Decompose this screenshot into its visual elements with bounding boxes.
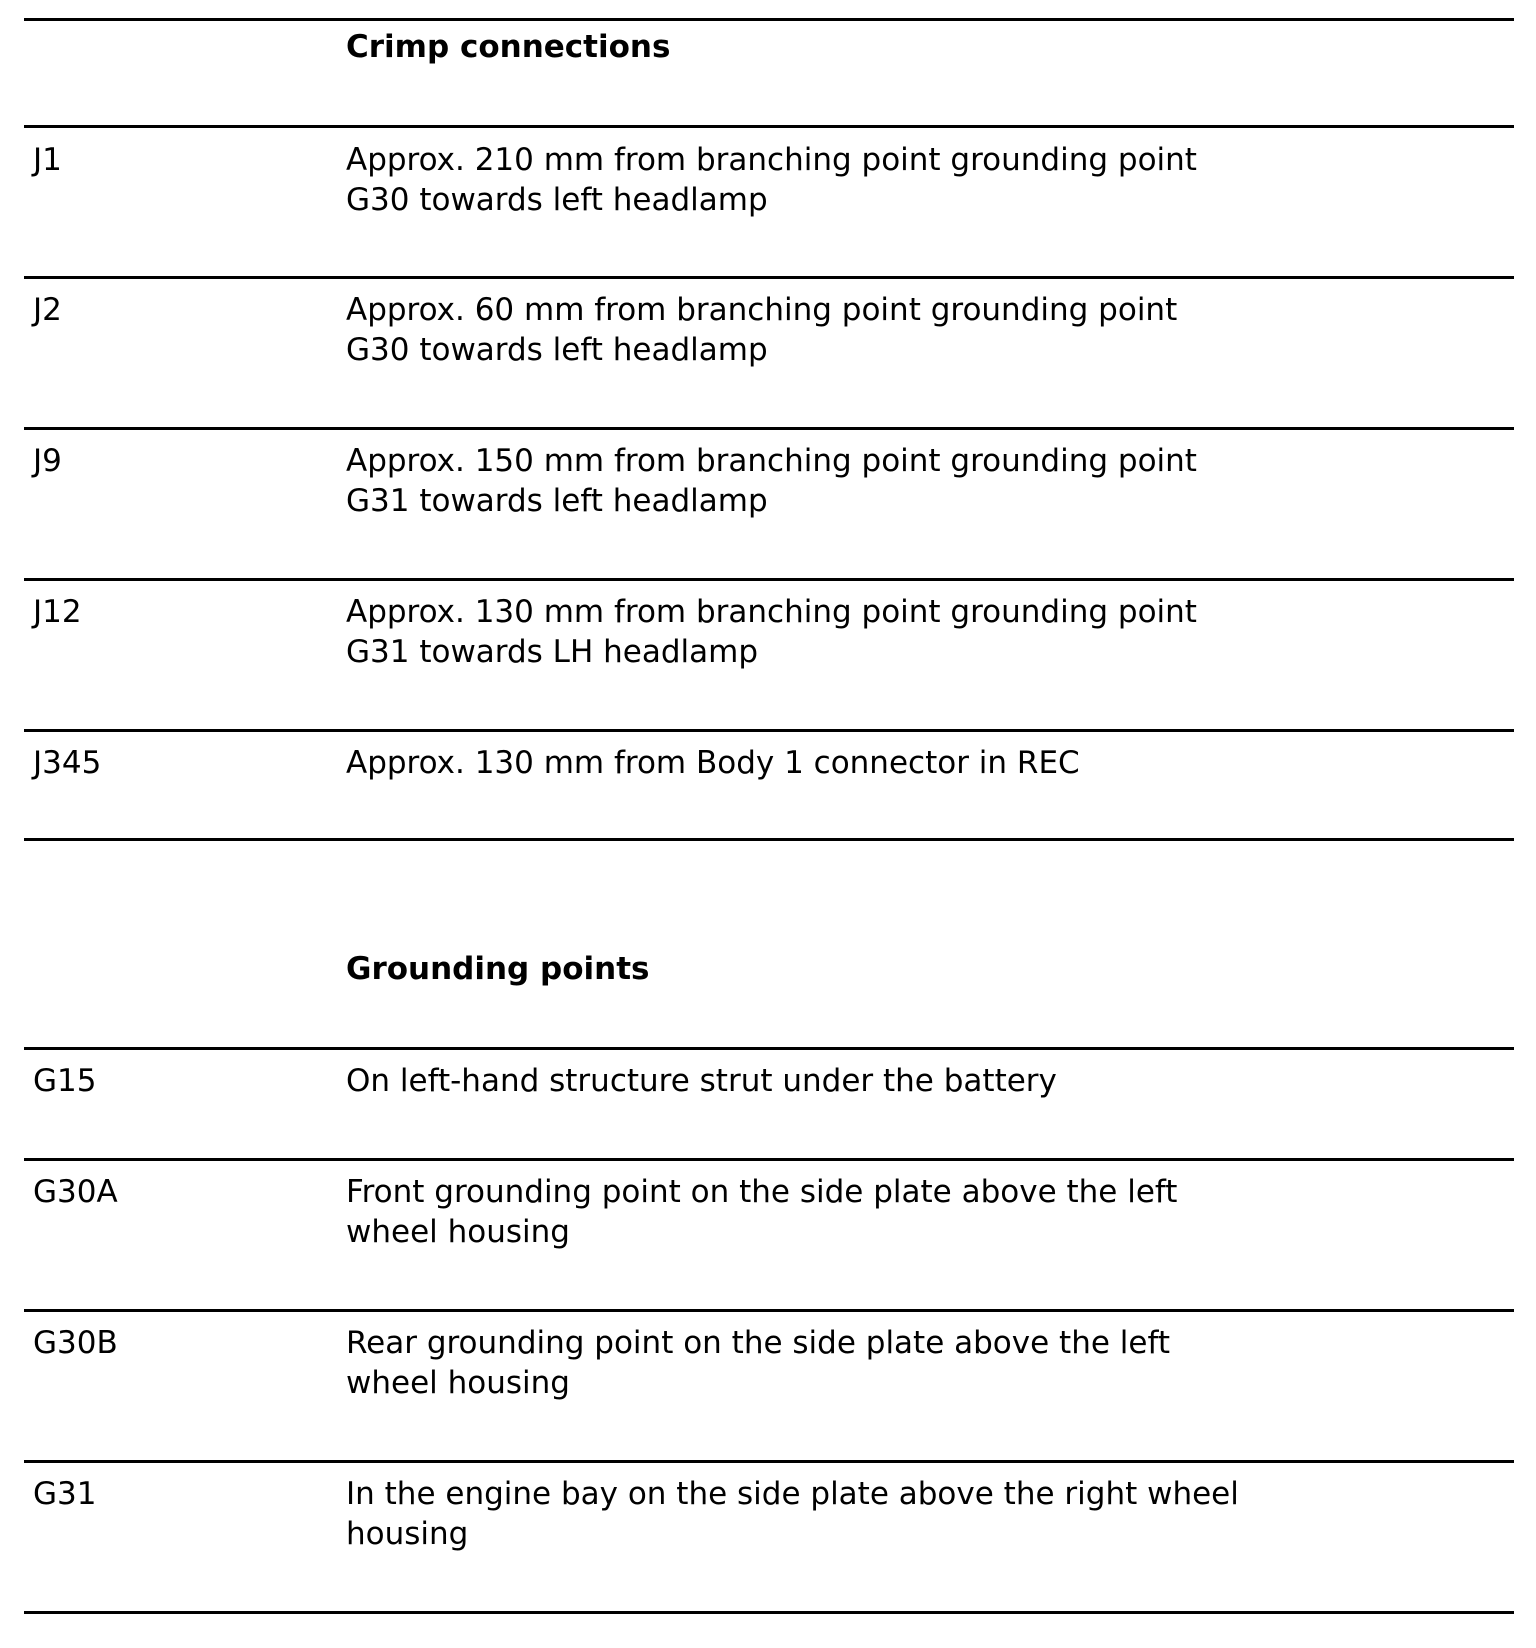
row-description-line-1: Approx. 210 mm from branching point grounding point	[346, 142, 1197, 178]
row-code: G30A	[33, 1174, 118, 1210]
row-description-line-1: On left-hand structure strut under the battery	[346, 1063, 1057, 1099]
row-divider	[24, 578, 1514, 581]
row-description-line-2: G30 towards left headlamp	[346, 332, 768, 368]
header-rule	[24, 1047, 1514, 1050]
row-description-line-1: In the engine bay on the side plate above the right wheel	[346, 1476, 1239, 1512]
row-description-line-2: G31 towards LH headlamp	[346, 634, 758, 670]
row-code: J12	[33, 594, 82, 630]
row-divider	[24, 729, 1514, 732]
row-description-line-2: wheel housing	[346, 1214, 570, 1250]
row-divider	[24, 1460, 1514, 1463]
row-description-line-2: G31 towards left headlamp	[346, 483, 768, 519]
row-divider	[24, 276, 1514, 279]
row-description-line-1: Approx. 60 mm from branching point grounding point	[346, 292, 1178, 328]
row-code: J9	[33, 443, 62, 479]
header-rule	[24, 125, 1514, 128]
row-divider	[24, 1158, 1514, 1161]
row-description-line-1: Approx. 130 mm from branching point grounding point	[346, 594, 1197, 630]
section-title-crimp-connections: Crimp connections	[346, 29, 671, 65]
row-description-line-1: Approx. 150 mm from branching point grounding point	[346, 443, 1197, 479]
row-code: G15	[33, 1063, 97, 1099]
bottom-rule	[24, 1611, 1514, 1614]
row-description-line-2: housing	[346, 1516, 469, 1552]
row-description-line-1: Rear grounding point on the side plate above the left	[346, 1325, 1170, 1361]
section-title-grounding-points: Grounding points	[346, 951, 650, 987]
row-description-line-1: Front grounding point on the side plate above the left	[346, 1174, 1178, 1210]
row-code: G31	[33, 1476, 97, 1512]
row-code: J345	[33, 745, 102, 781]
row-code: J2	[33, 292, 62, 328]
row-description-line-2: G30 towards left headlamp	[346, 182, 768, 218]
row-description-line-1: Approx. 130 mm from Body 1 connector in REC	[346, 745, 1080, 781]
row-code: G30B	[33, 1325, 118, 1361]
row-divider	[24, 1309, 1514, 1312]
row-description-line-2: wheel housing	[346, 1365, 570, 1401]
section-end-rule	[24, 838, 1514, 841]
top-rule	[24, 18, 1514, 21]
row-code: J1	[33, 142, 62, 178]
row-divider	[24, 427, 1514, 430]
